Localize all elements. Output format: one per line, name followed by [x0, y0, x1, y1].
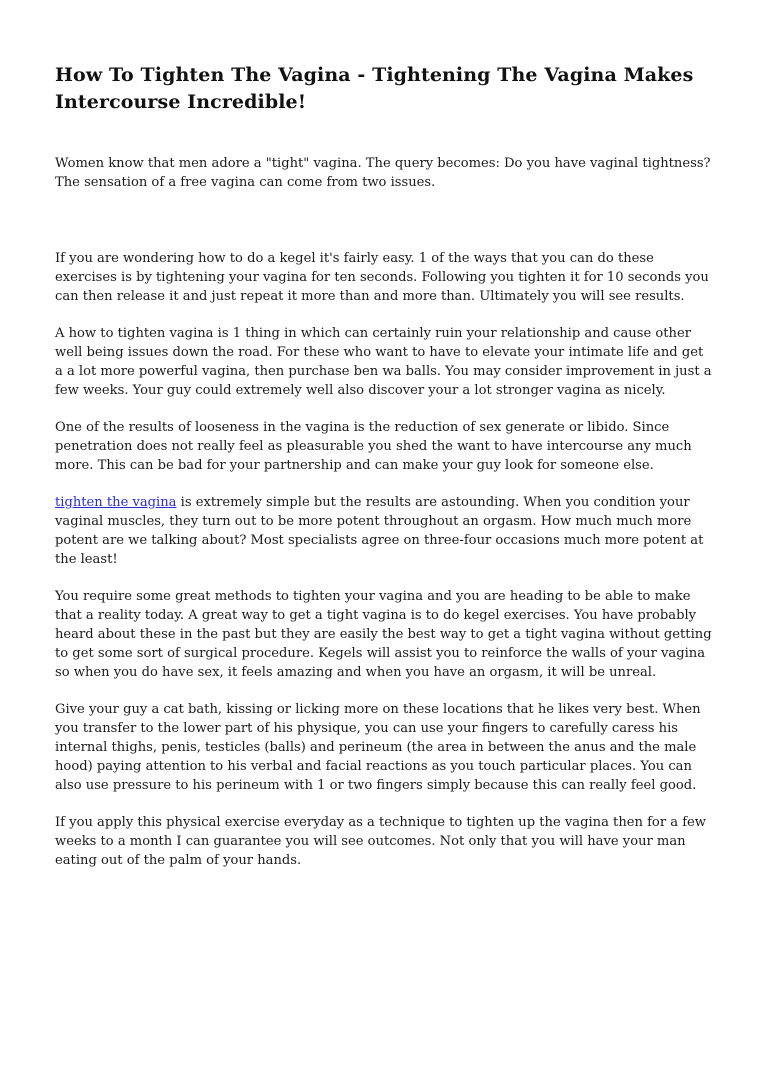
paragraph-conclusion: If you apply this physical exercise everyday as a technique to tighten up the vagina then for a few weeks to a month I can guarantee you will see outcomes. Not only that you will have your man eating out of the palm of your hands. — [55, 815, 707, 868]
page-title: How To Tighten The Vagina - Tightening The Vagina Makes Intercourse Incredible! — [55, 64, 694, 113]
document-page — [55, 62, 715, 870]
paragraph-relationship: A how to tighten vagina is 1 thing in which can certainly ruin your relationship and cause other well being issues down the road. For these who want to have to elevate your intimate life and get a a lot more powerful vagina, then purchase ben wa balls. You may consider improvement in just a few weeks. Your guy could extremely well also discover your a lot stronger vagina as nicely. — [55, 326, 712, 398]
paragraph-intro: Women know that men adore a "tight" vagina. The query becomes: Do you have vaginal tightness? The sensation of a free vagina can come from two issues. — [55, 156, 711, 190]
paragraph-with-link — [55, 493, 715, 569]
paragraph-with-link-text: is extremely simple but the results are astounding. When you condition your vaginal muscles, they turn out to be more potent throughout an orgasm. How much much more potent are we talking about? Most specialists agree on three-four occasions much more potent at the least! — [55, 495, 704, 567]
tighten-the-vagina-link[interactable]: tighten the vagina — [55, 495, 177, 510]
paragraph-methods: You require some great methods to tighten your vagina and you are heading to be able to make that a reality today. A great way to get a tight vagina is to do kegel exercises. You have probably heard about these in the past but they are easily the best way to get a tight vagina without getting to get some sort of surgical procedure. Kegels will assist you to reinforce the walls of your vagina so when you do have sex, it feels amazing and when you have an orgasm, it will be unreal. — [55, 589, 712, 680]
paragraph-libido: One of the results of looseness in the vagina is the reduction of sex generate or libido. Since penetration does not really feel as pleasurable you shed the want to have intercourse any much more. This can be bad for your partnership and can make your guy look for someone else. — [55, 420, 692, 473]
paragraph-cat-bath: Give your guy a cat bath, kissing or licking more on these locations that he likes very best. When you transfer to the lower part of his physique, you can use your fingers to carefully caress his internal thighs, penis, testicles (balls) and perineum (the area in between the anus and the male hood) paying attention to his verbal and facial reactions as you touch particular places. You can also use pressure to his perineum with 1 or two fingers simply because this can really feel good. — [55, 702, 701, 793]
paragraph-kegel: If you are wondering how to do a kegel it's fairly easy. 1 of the ways that you can do these exercises is by tightening your vagina for ten seconds. Following you tighten it for 10 seconds you can then release it and just repeat it more than and more than. Ultimately you will see results. — [55, 251, 709, 304]
